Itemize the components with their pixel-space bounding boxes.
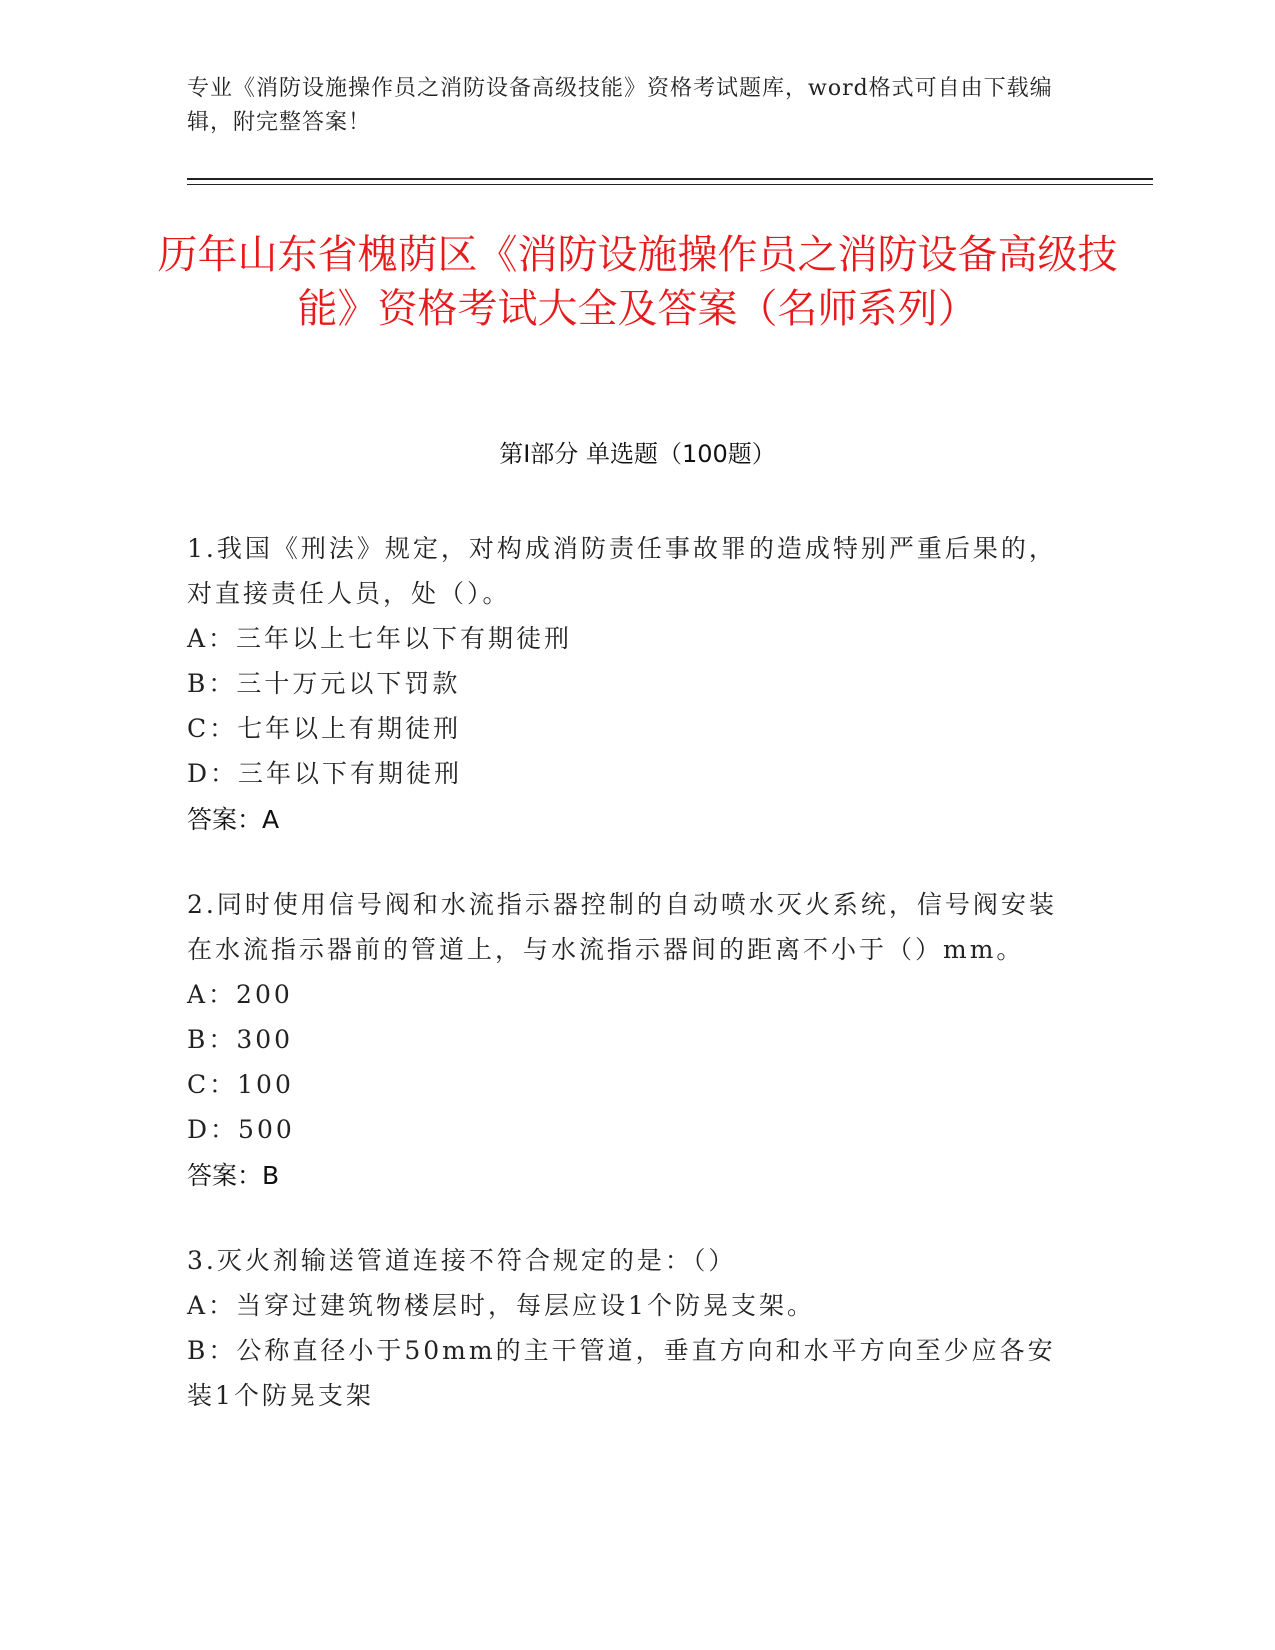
option-a: A：200: [187, 980, 293, 1009]
option-b: B：公称直径小于50mm的主干管道，垂直方向和水平方向至少应各安装1个防晃支架: [187, 1336, 1056, 1410]
option-d: D：三年以下有期徒刑: [187, 759, 463, 788]
answer-line: 答案：A: [187, 805, 280, 834]
document-title: 历年山东省槐荫区《消防设施操作员之消防设备高级技能》资格考试大全及答案（名师系列）: [157, 232, 1118, 332]
option-d: D：500: [187, 1115, 295, 1144]
question-stem: 3.灭火剂输送管道连接不符合规定的是：（）: [187, 1246, 737, 1275]
section-title: 第I部分 单选题（100题）: [499, 440, 776, 468]
question-3: [187, 1238, 1067, 1418]
answer-line: 答案：B: [187, 1161, 280, 1190]
option-c: C：100: [187, 1070, 294, 1099]
option-a: A：当穿过建筑物楼层时，每层应设1个防晃支架。: [187, 1291, 815, 1320]
question-2: [187, 882, 1067, 1198]
question-list: [187, 526, 1067, 1458]
question-1: [187, 526, 1067, 842]
option-c: C：七年以上有期徒刑: [187, 714, 462, 743]
question-stem: 1.我国《刑法》规定，对构成消防责任事故罪的造成特别严重后果的，对直接责任人员，处（）。: [187, 534, 1057, 608]
header-note: 专业《消防设施操作员之消防设备高级技能》资格考试题库，word格式可自由下载编辑，附完整答案！: [187, 76, 1053, 135]
option-b: B：三十万元以下罚款: [187, 669, 461, 698]
header-divider: [187, 178, 1153, 180]
option-b: B：300: [187, 1025, 294, 1054]
header-divider-thin: [187, 184, 1153, 185]
question-stem: 2.同时使用信号阀和水流指示器控制的自动喷水灭火系统，信号阀安装在水流指示器前的管道上，与水流指示器间的距离不小于（）mm。: [187, 890, 1057, 964]
option-a: A：三年以上七年以下有期徒刑: [187, 624, 573, 653]
